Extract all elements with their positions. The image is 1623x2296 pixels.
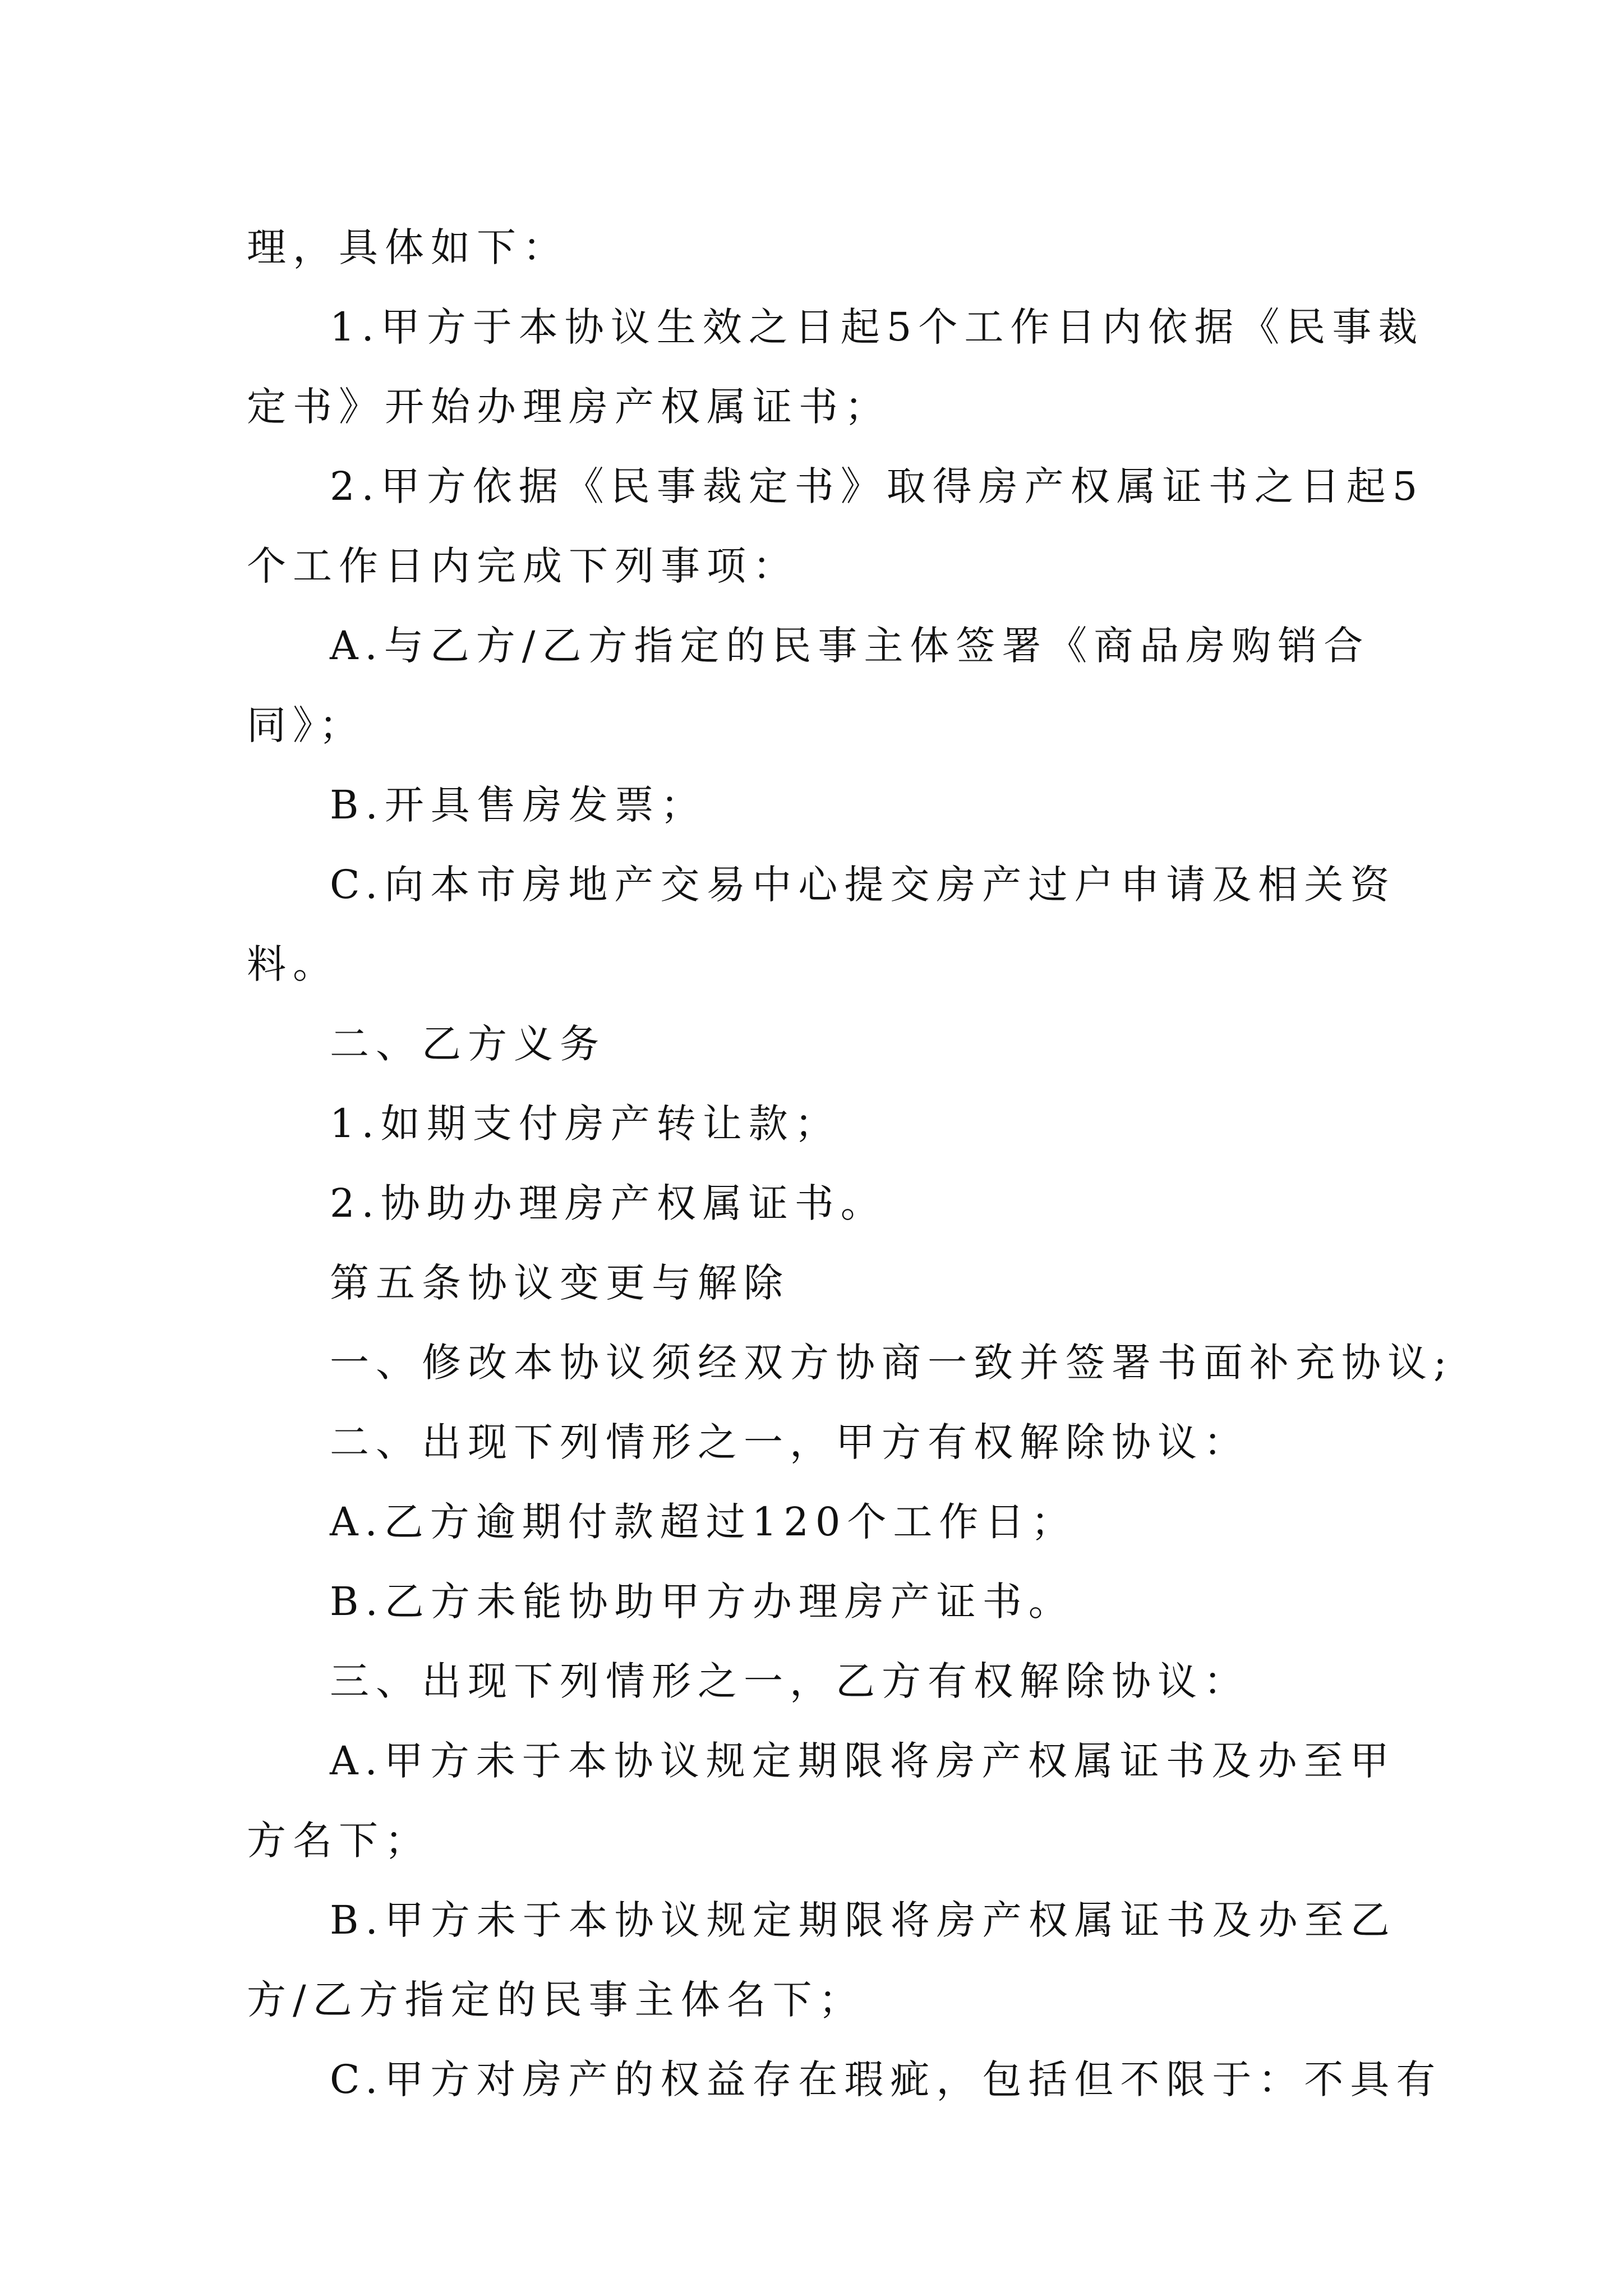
text-line: 定书》开始办理房产权属证书； [247,384,891,430]
text-line: 三、出现下列情形之一，乙方有权解除协议： [330,1658,1249,1704]
text-line: B.开具售房发票； [330,782,707,828]
text-line: B.乙方未能协助甲方办理房产证书。 [330,1579,1075,1625]
document-body [247,208,1454,2119]
text-line: 二、出现下列情形之一，甲方有权解除协议： [330,1419,1249,1465]
text-line: 1.如期支付房产转让款； [330,1101,841,1147]
text-line: 理，具体如下： [247,224,569,270]
article-heading: 第五条协议变更与解除 [330,1260,790,1306]
text-line: C.甲方对房产的权益存在瑕疵，包括但不限于：不具有 [330,2056,1442,2102]
text-line: 个工作日内完成下列事项： [247,543,799,589]
text-line: A.乙方逾期付款超过120个工作日； [330,1499,1077,1545]
text-line: 1.甲方于本协议生效之日起5个工作日内依据《民事裁 [330,304,1424,350]
text-line: B.甲方未于本协议规定期限将房产权属证书及办至乙 [330,1897,1396,1943]
text-line: 方/乙方指定的民事主体名下； [247,1977,865,2023]
text-line: 料。 [247,941,339,987]
text-line: 2.甲方依据《民事裁定书》取得房产权属证书之日起5 [330,463,1424,509]
text-line: 一、修改本协议须经双方协商一致并签署书面补充协议; [330,1340,1454,1386]
text-line: 同》； [247,702,365,748]
text-line: A.与乙方/乙方指定的民事主体签署《商品房购销合 [330,623,1370,669]
text-line: 2.协助办理房产权属证书。 [330,1180,887,1226]
text-line: A.甲方未于本协议规定期限将房产权属证书及办至甲 [330,1738,1396,1784]
section-heading: 二、乙方义务 [330,1021,606,1067]
text-line: 方名下； [247,1818,431,1864]
text-line: C.向本市房地产交易中心提交房产过户申请及相关资 [330,862,1396,908]
